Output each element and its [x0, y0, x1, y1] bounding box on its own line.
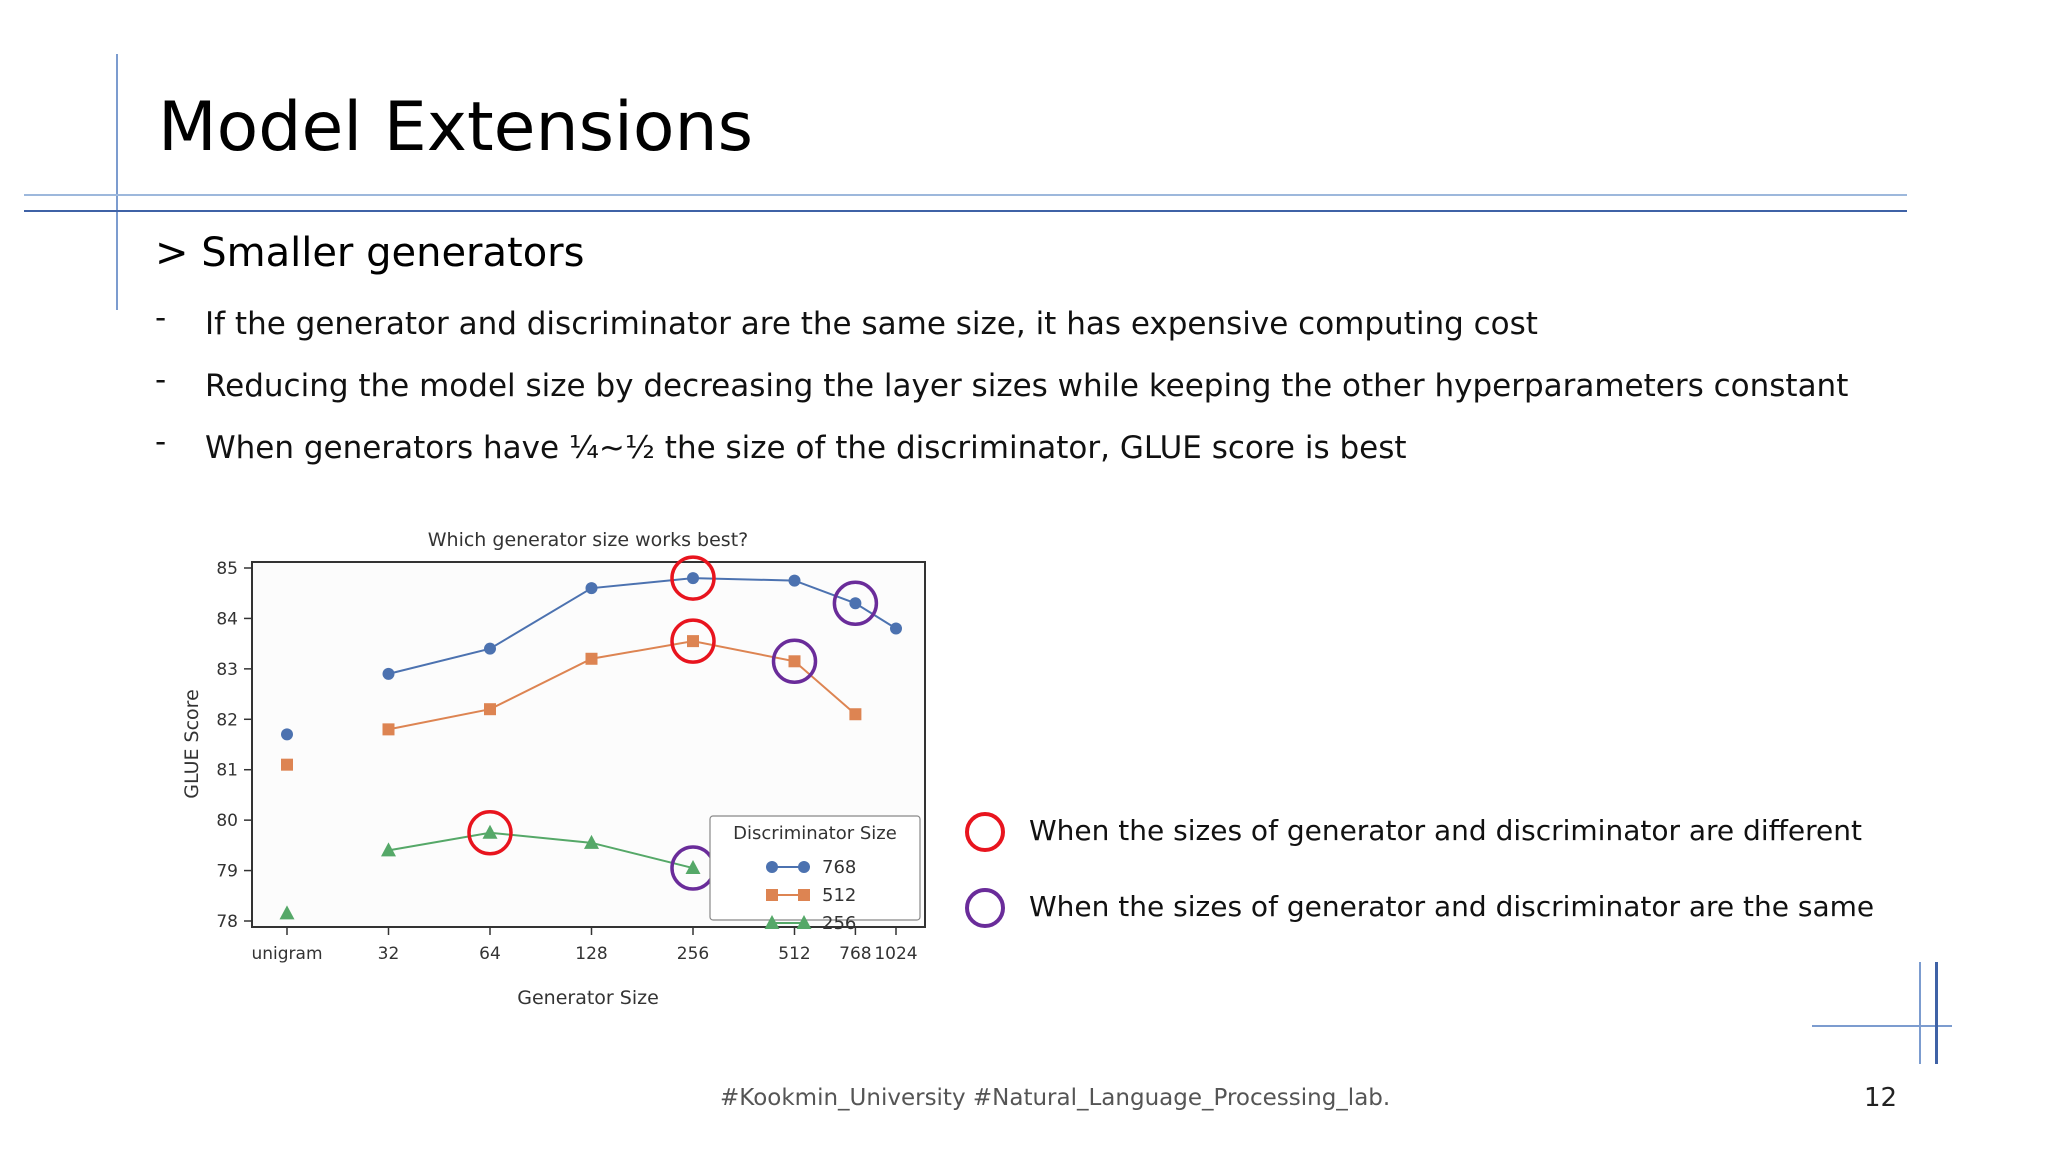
legend-marker-512	[798, 889, 810, 901]
corner-cross-vertical-1	[1919, 962, 1921, 1064]
y-tick-label: 83	[216, 659, 238, 680]
y-tick-label: 84	[216, 609, 238, 630]
header-rule-light	[24, 194, 1907, 196]
x-tick-label: 32	[377, 944, 400, 964]
y-tick-label: 78	[216, 912, 238, 932]
data-point-768	[383, 668, 395, 680]
legend-title: Discriminator Size	[733, 823, 897, 844]
header-rule-dark	[24, 210, 1907, 212]
data-point-512	[484, 703, 496, 715]
x-tick-label: 128	[575, 944, 608, 964]
x-axis-label: Generator Size	[517, 987, 659, 1009]
chart-legend	[710, 816, 920, 934]
data-point-512	[281, 759, 293, 771]
data-point-768	[789, 575, 801, 587]
data-point-512	[383, 723, 395, 735]
y-axis-label: GLUE Score	[181, 689, 203, 799]
section-subtitle: > Smaller generators	[155, 230, 585, 276]
y-tick-label: 81	[216, 760, 238, 781]
page-number: 12	[1864, 1083, 1898, 1113]
corner-cross-horizontal	[1812, 1025, 1952, 1027]
data-point-768	[484, 643, 496, 655]
x-tick-label: 64	[479, 944, 501, 964]
y-tick-label: 82	[216, 710, 238, 731]
bullet-dash: -	[155, 300, 167, 336]
data-point-768	[890, 623, 902, 635]
glue-score-chart	[170, 528, 940, 1018]
legend-marker-768	[766, 861, 778, 873]
bullet-text: If the generator and discriminator are the same size, it has expensive computing cost	[205, 306, 1538, 342]
data-point-768	[687, 572, 699, 584]
x-tick-label: 256	[676, 944, 710, 964]
data-point-512	[789, 655, 801, 667]
chart-title: Which generator size works best?	[427, 529, 749, 551]
legend-label-256: 256	[822, 913, 857, 934]
legend-marker-512	[766, 889, 778, 901]
slide-title: Model Extensions	[158, 88, 754, 167]
bullet-dash: -	[155, 362, 167, 398]
red-circle-icon	[965, 812, 1005, 852]
legend-label-768: 768	[822, 857, 857, 878]
corner-cross-vertical-2	[1935, 962, 1938, 1064]
bullet-text: When generators have ¼~½ the size of the discriminator, GLUE score is best	[205, 430, 1407, 466]
y-tick-label: 85	[216, 559, 238, 579]
legend-marker-768	[798, 861, 810, 873]
x-tick-label: 768	[839, 944, 872, 964]
data-point-768	[281, 728, 293, 740]
data-point-768	[586, 582, 598, 594]
annotation-legend-text: When the sizes of generator and discriminator are the same	[1029, 890, 1875, 923]
annotation-legend-text: When the sizes of generator and discriminator are different	[1029, 814, 1862, 847]
y-tick-label: 80	[216, 811, 238, 832]
vertical-accent-line	[116, 54, 118, 310]
purple-circle-icon	[965, 888, 1005, 928]
footer-hashtags: #Kookmin_University #Natural_Language_Processing_lab.	[720, 1085, 1391, 1111]
x-tick-label: unigram	[251, 944, 323, 964]
data-point-512	[849, 708, 861, 720]
bullet-dash: -	[155, 424, 167, 460]
legend-label-512: 512	[822, 885, 857, 906]
data-point-768	[849, 597, 861, 609]
data-point-512	[586, 653, 598, 665]
data-point-512	[687, 635, 699, 647]
x-tick-label: 1024	[874, 944, 918, 964]
bullet-text: Reducing the model size by decreasing the layer sizes while keeping the other hyperparameters constant	[205, 368, 1849, 404]
x-tick-label: 512	[778, 944, 811, 964]
y-tick-label: 79	[216, 861, 238, 882]
